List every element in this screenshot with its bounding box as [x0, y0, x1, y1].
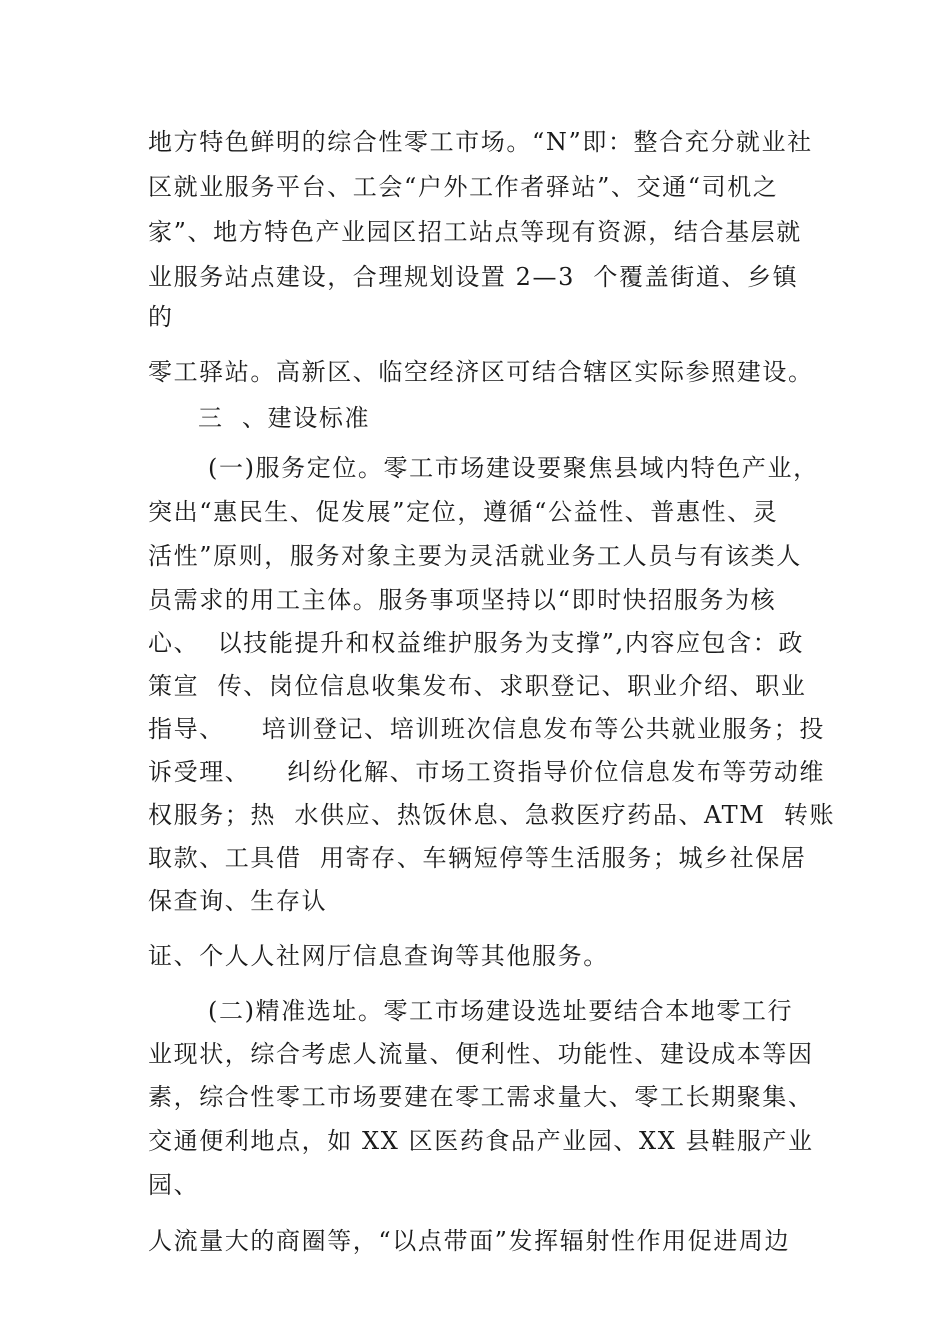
paragraph-line: 证、个人人社网厅信息查询等其他服务。 [148, 942, 609, 970]
paragraph-line: (二)精准选址。零工市场建设选址要结合本地零工行 [208, 997, 794, 1025]
paragraph-line: 活性”原则，服务对象主要为灵活就业务工人员与有该类人 [148, 542, 802, 570]
paragraph-line: 突出“惠民生、促发展”定位，遵循“公益性、普惠性、灵 [148, 498, 779, 526]
paragraph-line: 权服务；热 水供应、热饭休息、急救医疗药品、ATM 转账 [148, 801, 836, 829]
paragraph-line: 的 [148, 303, 174, 331]
paragraph-line: 保查询、生存认 [148, 887, 328, 915]
paragraph-line: 诉受理、 纠纷化解、市场工资指导价位信息发布等劳动维 [148, 758, 825, 786]
paragraph-line: 指导、 培训登记、培训班次信息发布等公共就业服务；投 [148, 715, 825, 743]
paragraph-line: 零工驿站。高新区、临空经济区可结合辖区实际参照建设。 [148, 358, 814, 386]
paragraph-line: 地方特色鲜明的综合性零工市场。“N”即：整合充分就业社 [148, 128, 813, 156]
paragraph-line: 家”、地方特色产业园区招工站点等现有资源，结合基层就 [148, 218, 802, 246]
paragraph-line: 业服务站点建设，合理规划设置 2—3 个覆盖街道、乡镇 [148, 263, 799, 291]
paragraph-line: 素，综合性零工市场要建在零工需求量大、零工长期聚集、 [148, 1083, 814, 1111]
paragraph-line: 业现状，综合考虑人流量、便利性、功能性、建设成本等因 [148, 1040, 814, 1068]
paragraph-line: 员需求的用工主体。服务事项坚持以“即时快招服务为核 [148, 586, 777, 614]
paragraph-line: 园、 [148, 1171, 200, 1199]
paragraph-line: 区就业服务平台、工会“户外工作者驿站”、交通“司机之 [148, 173, 779, 201]
paragraph-line: (一)服务定位。零工市场建设要聚焦县域内特色产业， [208, 454, 819, 482]
paragraph-line: 取款、工具借 用寄存、车辆短停等生活服务；城乡社保居 [148, 844, 807, 872]
paragraph-line: 心、 以技能提升和权益维护服务为支撑”,内容应包含：政 [148, 629, 804, 657]
paragraph-line: 人流量大的商圈等，“以点带面”发挥辐射性作用促进周边 [148, 1227, 791, 1255]
section-heading: 三 、建设标准 [198, 404, 371, 432]
paragraph-line: 策宣 传、岗位信息收集发布、求职登记、职业介绍、职业 [148, 672, 807, 700]
paragraph-line: 交通便利地点，如 XX 区医药食品产业园、XX 县鞋服产业 [148, 1127, 814, 1155]
